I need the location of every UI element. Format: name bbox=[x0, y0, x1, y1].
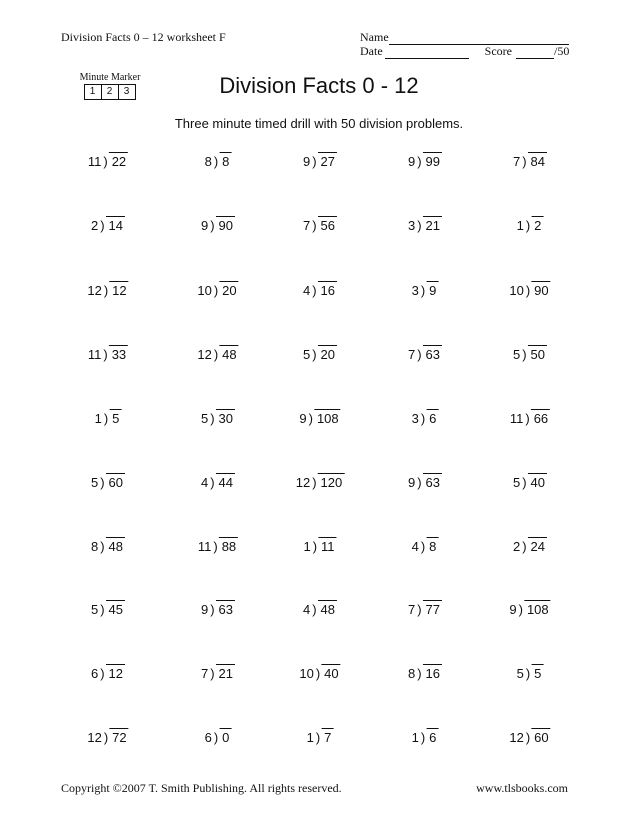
divisor: 7 bbox=[407, 347, 416, 362]
dividend: 120 bbox=[318, 473, 345, 490]
division-bracket: ) bbox=[420, 283, 426, 298]
division-problem bbox=[303, 152, 337, 169]
division-problem bbox=[412, 537, 439, 554]
dividend: 72 bbox=[109, 728, 128, 745]
divisor: 10 bbox=[509, 283, 524, 298]
divisor: 1 bbox=[411, 730, 419, 745]
dividend: 6 bbox=[426, 409, 438, 426]
dividend: 5 bbox=[531, 664, 543, 681]
divisor: 7 bbox=[512, 154, 521, 169]
dividend: 6 bbox=[426, 728, 438, 745]
dividend: 63 bbox=[423, 473, 442, 490]
division-problem bbox=[198, 537, 238, 554]
division-problem bbox=[91, 537, 125, 554]
division-problem bbox=[408, 152, 442, 169]
score-blank[interactable] bbox=[516, 46, 554, 59]
division-problem bbox=[299, 409, 340, 426]
division-bracket: ) bbox=[100, 539, 105, 554]
dividend: 12 bbox=[109, 281, 128, 298]
divisor: 9 bbox=[509, 602, 517, 617]
division-bracket: ) bbox=[312, 539, 318, 554]
dividend: 108 bbox=[314, 409, 341, 426]
divisor: 4 bbox=[302, 602, 311, 617]
dividend: 20 bbox=[318, 345, 337, 362]
division-bracket: ) bbox=[312, 154, 317, 169]
minute-marker-box-3[interactable]: 3 bbox=[118, 84, 136, 100]
division-problem bbox=[517, 216, 544, 233]
division-problem bbox=[87, 728, 128, 745]
dividend: 0 bbox=[219, 728, 231, 745]
divisor: 7 bbox=[407, 602, 416, 617]
division-bracket: ) bbox=[522, 154, 527, 169]
dividend: 48 bbox=[106, 537, 125, 554]
division-bracket: ) bbox=[213, 539, 218, 554]
website-text: www.tlsbooks.com bbox=[476, 781, 568, 795]
divisor: 1 bbox=[306, 730, 314, 745]
divisor: 10 bbox=[197, 283, 212, 298]
divisor: 12 bbox=[87, 730, 102, 745]
dividend: 40 bbox=[321, 664, 340, 681]
dividend: 108 bbox=[524, 600, 551, 617]
division-problem bbox=[95, 409, 122, 426]
dividend: 21 bbox=[216, 664, 235, 681]
division-problem bbox=[303, 345, 337, 362]
division-bracket: ) bbox=[525, 666, 531, 681]
division-problem bbox=[510, 409, 550, 426]
dividend: 84 bbox=[528, 152, 547, 169]
division-bracket: ) bbox=[100, 602, 105, 617]
divisor: 5 bbox=[512, 347, 521, 362]
divisor: 6 bbox=[90, 666, 99, 681]
division-problem bbox=[307, 728, 334, 745]
division-problem bbox=[513, 152, 547, 169]
division-problem bbox=[513, 473, 547, 490]
division-problem bbox=[303, 216, 337, 233]
division-bracket: ) bbox=[210, 411, 215, 426]
dividend: 27 bbox=[318, 152, 337, 169]
divisor: 12 bbox=[509, 730, 524, 745]
dividend: 60 bbox=[106, 473, 125, 490]
divisor: 2 bbox=[90, 218, 99, 233]
divisor: 11 bbox=[197, 539, 212, 554]
division-bracket: ) bbox=[525, 218, 531, 233]
dividend: 8 bbox=[219, 152, 231, 169]
division-bracket: ) bbox=[420, 411, 426, 426]
dividend: 5 bbox=[109, 409, 121, 426]
date-blank[interactable] bbox=[385, 46, 469, 59]
divisor: 9 bbox=[407, 475, 416, 490]
divisor: 3 bbox=[407, 218, 416, 233]
division-problem bbox=[303, 600, 337, 617]
divisor: 11 bbox=[509, 411, 524, 426]
division-problem bbox=[408, 473, 442, 490]
division-bracket: ) bbox=[420, 730, 426, 745]
division-problem bbox=[88, 345, 128, 362]
divisor: 1 bbox=[94, 411, 102, 426]
divisor: 2 bbox=[512, 539, 521, 554]
divisor: 10 bbox=[299, 666, 314, 681]
division-problem bbox=[201, 600, 235, 617]
minute-marker bbox=[78, 72, 142, 100]
dividend: 63 bbox=[423, 345, 442, 362]
division-bracket: ) bbox=[213, 283, 219, 298]
division-bracket: ) bbox=[525, 730, 531, 745]
divisor: 5 bbox=[200, 411, 209, 426]
date-label: Date bbox=[360, 44, 383, 58]
divisor: 5 bbox=[512, 475, 521, 490]
division-problem bbox=[299, 664, 340, 681]
dividend: 9 bbox=[426, 281, 438, 298]
divisor: 5 bbox=[302, 347, 311, 362]
dividend: 8 bbox=[426, 537, 438, 554]
dividend: 11 bbox=[318, 537, 337, 554]
division-problem bbox=[408, 345, 442, 362]
division-problem bbox=[201, 664, 235, 681]
minute-marker-box-2[interactable]: 2 bbox=[101, 84, 119, 100]
divisor: 11 bbox=[87, 347, 102, 362]
dividend: 2 bbox=[531, 216, 543, 233]
division-bracket: ) bbox=[417, 218, 422, 233]
divisor: 3 bbox=[411, 283, 419, 298]
division-problem bbox=[91, 664, 125, 681]
divisor: 9 bbox=[200, 602, 209, 617]
dividend: 21 bbox=[423, 216, 442, 233]
dividend: 14 bbox=[106, 216, 125, 233]
dividend: 12 bbox=[106, 664, 125, 681]
divisor: 12 bbox=[197, 347, 212, 362]
division-bracket: ) bbox=[213, 154, 219, 169]
dividend: 99 bbox=[423, 152, 442, 169]
name-label: Name bbox=[360, 30, 389, 44]
dividend: 48 bbox=[318, 600, 337, 617]
division-bracket: ) bbox=[525, 411, 530, 426]
divisor: 4 bbox=[411, 539, 419, 554]
dividend: 45 bbox=[106, 600, 125, 617]
date-score-row bbox=[360, 44, 569, 59]
division-problem bbox=[509, 281, 550, 298]
division-bracket: ) bbox=[103, 411, 109, 426]
division-bracket: ) bbox=[417, 666, 422, 681]
division-bracket: ) bbox=[213, 347, 219, 362]
dividend: 44 bbox=[216, 473, 235, 490]
page-subtitle: Three minute timed drill with 50 division problems. bbox=[174, 116, 464, 131]
division-problem bbox=[412, 409, 439, 426]
division-bracket: ) bbox=[100, 475, 105, 490]
dividend: 33 bbox=[109, 345, 128, 362]
page-title: Division Facts 0 - 12 bbox=[219, 73, 419, 98]
division-bracket: ) bbox=[315, 730, 321, 745]
divisor: 12 bbox=[87, 283, 102, 298]
divisor: 4 bbox=[302, 283, 311, 298]
division-problem bbox=[91, 600, 125, 617]
dividend: 48 bbox=[219, 345, 238, 362]
division-problem bbox=[412, 281, 439, 298]
division-bracket: ) bbox=[103, 347, 108, 362]
division-bracket: ) bbox=[315, 666, 321, 681]
divisor: 9 bbox=[200, 218, 209, 233]
dividend: 20 bbox=[219, 281, 238, 298]
division-bracket: ) bbox=[312, 283, 317, 298]
division-bracket: ) bbox=[417, 154, 422, 169]
divisor: 5 bbox=[90, 475, 99, 490]
division-problem bbox=[509, 728, 550, 745]
copyright-text: Copyright ©2007 T. Smith Publishing. All rights reserved. bbox=[61, 781, 342, 795]
dividend: 90 bbox=[531, 281, 550, 298]
division-bracket: ) bbox=[312, 218, 317, 233]
division-bracket: ) bbox=[417, 347, 422, 362]
division-problem bbox=[303, 281, 337, 298]
dividend: 22 bbox=[109, 152, 128, 169]
dividend: 7 bbox=[321, 728, 333, 745]
division-bracket: ) bbox=[210, 218, 215, 233]
dividend: 40 bbox=[528, 473, 547, 490]
division-bracket: ) bbox=[417, 475, 422, 490]
division-bracket: ) bbox=[103, 730, 109, 745]
name-field[interactable] bbox=[360, 30, 569, 45]
dividend: 16 bbox=[318, 281, 337, 298]
dividend: 24 bbox=[528, 537, 547, 554]
division-bracket: ) bbox=[522, 539, 527, 554]
division-bracket: ) bbox=[312, 475, 317, 490]
division-bracket: ) bbox=[525, 283, 531, 298]
dividend: 16 bbox=[423, 664, 442, 681]
division-problem bbox=[88, 152, 128, 169]
score-total: /50 bbox=[553, 44, 570, 58]
divisor: 8 bbox=[204, 154, 212, 169]
division-bracket: ) bbox=[210, 666, 215, 681]
dividend: 63 bbox=[216, 600, 235, 617]
division-problem bbox=[201, 473, 235, 490]
division-problem bbox=[205, 728, 232, 745]
division-bracket: ) bbox=[210, 475, 215, 490]
division-bracket: ) bbox=[312, 347, 317, 362]
division-problem bbox=[412, 728, 439, 745]
dividend: 66 bbox=[531, 409, 550, 426]
division-problem bbox=[201, 216, 235, 233]
worksheet-header-title: Division Facts 0 – 12 worksheet F bbox=[61, 30, 226, 44]
dividend: 90 bbox=[216, 216, 235, 233]
division-bracket: ) bbox=[100, 666, 105, 681]
division-bracket: ) bbox=[213, 730, 219, 745]
division-problem bbox=[513, 345, 547, 362]
divisor: 8 bbox=[407, 666, 416, 681]
dividend: 60 bbox=[531, 728, 550, 745]
dividend: 30 bbox=[216, 409, 235, 426]
divisor: 1 bbox=[303, 539, 311, 554]
division-bracket: ) bbox=[522, 475, 527, 490]
divisor: 9 bbox=[407, 154, 416, 169]
dividend: 50 bbox=[528, 345, 547, 362]
division-problem bbox=[197, 281, 238, 298]
division-problem bbox=[408, 600, 442, 617]
division-bracket: ) bbox=[522, 347, 527, 362]
minute-marker-label: Minute Marker bbox=[79, 72, 141, 83]
divisor: 3 bbox=[411, 411, 419, 426]
dividend: 77 bbox=[423, 600, 442, 617]
division-problem bbox=[408, 664, 442, 681]
division-bracket: ) bbox=[518, 602, 523, 617]
division-problem bbox=[303, 537, 336, 554]
division-problem bbox=[91, 216, 125, 233]
division-problem bbox=[513, 537, 547, 554]
division-problem bbox=[205, 152, 232, 169]
division-bracket: ) bbox=[308, 411, 313, 426]
division-problem bbox=[201, 409, 235, 426]
divisor: 9 bbox=[302, 154, 311, 169]
divisor: 8 bbox=[90, 539, 99, 554]
divisor: 4 bbox=[200, 475, 209, 490]
divisor: 5 bbox=[90, 602, 99, 617]
score-label: Score bbox=[484, 44, 512, 58]
divisor: 9 bbox=[299, 411, 307, 426]
division-problem bbox=[91, 473, 125, 490]
division-bracket: ) bbox=[103, 283, 109, 298]
division-bracket: ) bbox=[420, 539, 426, 554]
dividend: 56 bbox=[318, 216, 337, 233]
divisor: 11 bbox=[87, 154, 102, 169]
division-problem bbox=[408, 216, 442, 233]
divisor: 7 bbox=[302, 218, 311, 233]
division-problem bbox=[296, 473, 345, 490]
division-problem bbox=[517, 664, 544, 681]
division-bracket: ) bbox=[417, 602, 422, 617]
divisor: 1 bbox=[516, 218, 524, 233]
divisor: 12 bbox=[295, 475, 311, 490]
division-bracket: ) bbox=[312, 602, 317, 617]
division-problem bbox=[197, 345, 238, 362]
divisor: 7 bbox=[200, 666, 209, 681]
division-problem bbox=[87, 281, 128, 298]
division-bracket: ) bbox=[100, 218, 105, 233]
divisor: 5 bbox=[516, 666, 524, 681]
divisor: 6 bbox=[204, 730, 212, 745]
dividend: 88 bbox=[219, 537, 238, 554]
division-bracket: ) bbox=[210, 602, 215, 617]
division-problem bbox=[509, 600, 550, 617]
minute-marker-box-1[interactable]: 1 bbox=[84, 84, 102, 100]
division-bracket: ) bbox=[103, 154, 108, 169]
